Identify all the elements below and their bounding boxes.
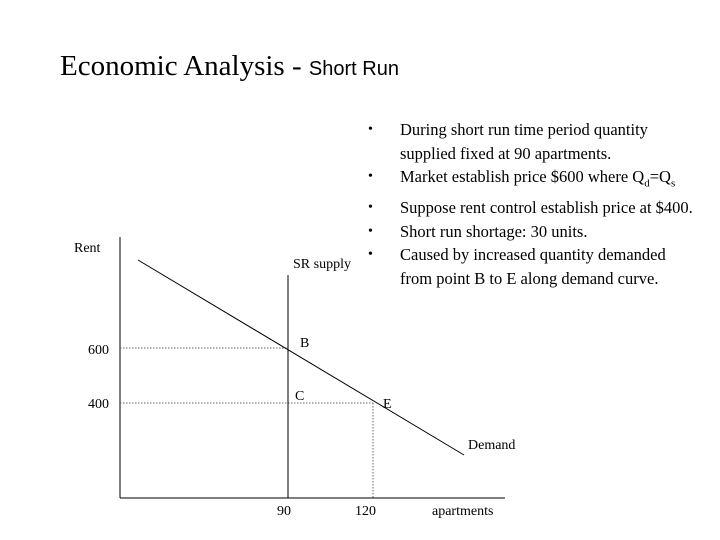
bullet-dot: • — [368, 122, 373, 137]
bullet-dot: • — [368, 200, 373, 216]
x-tick-120: 120 — [355, 504, 376, 519]
x-axis-label: apartments — [432, 504, 494, 519]
bullet-dot: • — [368, 247, 373, 263]
demand-curve — [138, 260, 464, 455]
bullet-text-equals: =Q — [649, 167, 671, 187]
x-tick-90: 90 — [277, 504, 291, 519]
bullet-text: Market establish price $600 where Q — [400, 167, 645, 187]
y-axis-label: Rent — [74, 241, 101, 256]
bullet-dot: • — [368, 169, 373, 185]
subscript-d: d — [644, 177, 650, 190]
point-c-label: C — [295, 389, 305, 404]
bullet-text: Short run shortage: 30 units. — [400, 221, 588, 241]
bullet-dot: • — [368, 223, 373, 239]
bullet-text: Caused by increased quantity demanded from point B to E along demand curve. — [400, 245, 666, 288]
bullet-text: Suppose rent control establish price at $400. — [400, 198, 693, 218]
y-tick-600: 600 — [88, 343, 109, 358]
title-sub: Short Run — [308, 58, 399, 80]
y-tick-400: 400 — [88, 397, 109, 412]
bullet-text: During short run time period quantity supplied fixed at 90 apartments. — [400, 120, 648, 163]
title-main: Economic Analysis - — [60, 50, 309, 82]
point-e-label: E — [383, 397, 392, 412]
point-b-label: B — [300, 336, 310, 351]
subscript-s: s — [670, 177, 676, 190]
demand-label: Demand — [468, 438, 516, 453]
sr-supply-label: SR supply — [293, 257, 351, 272]
